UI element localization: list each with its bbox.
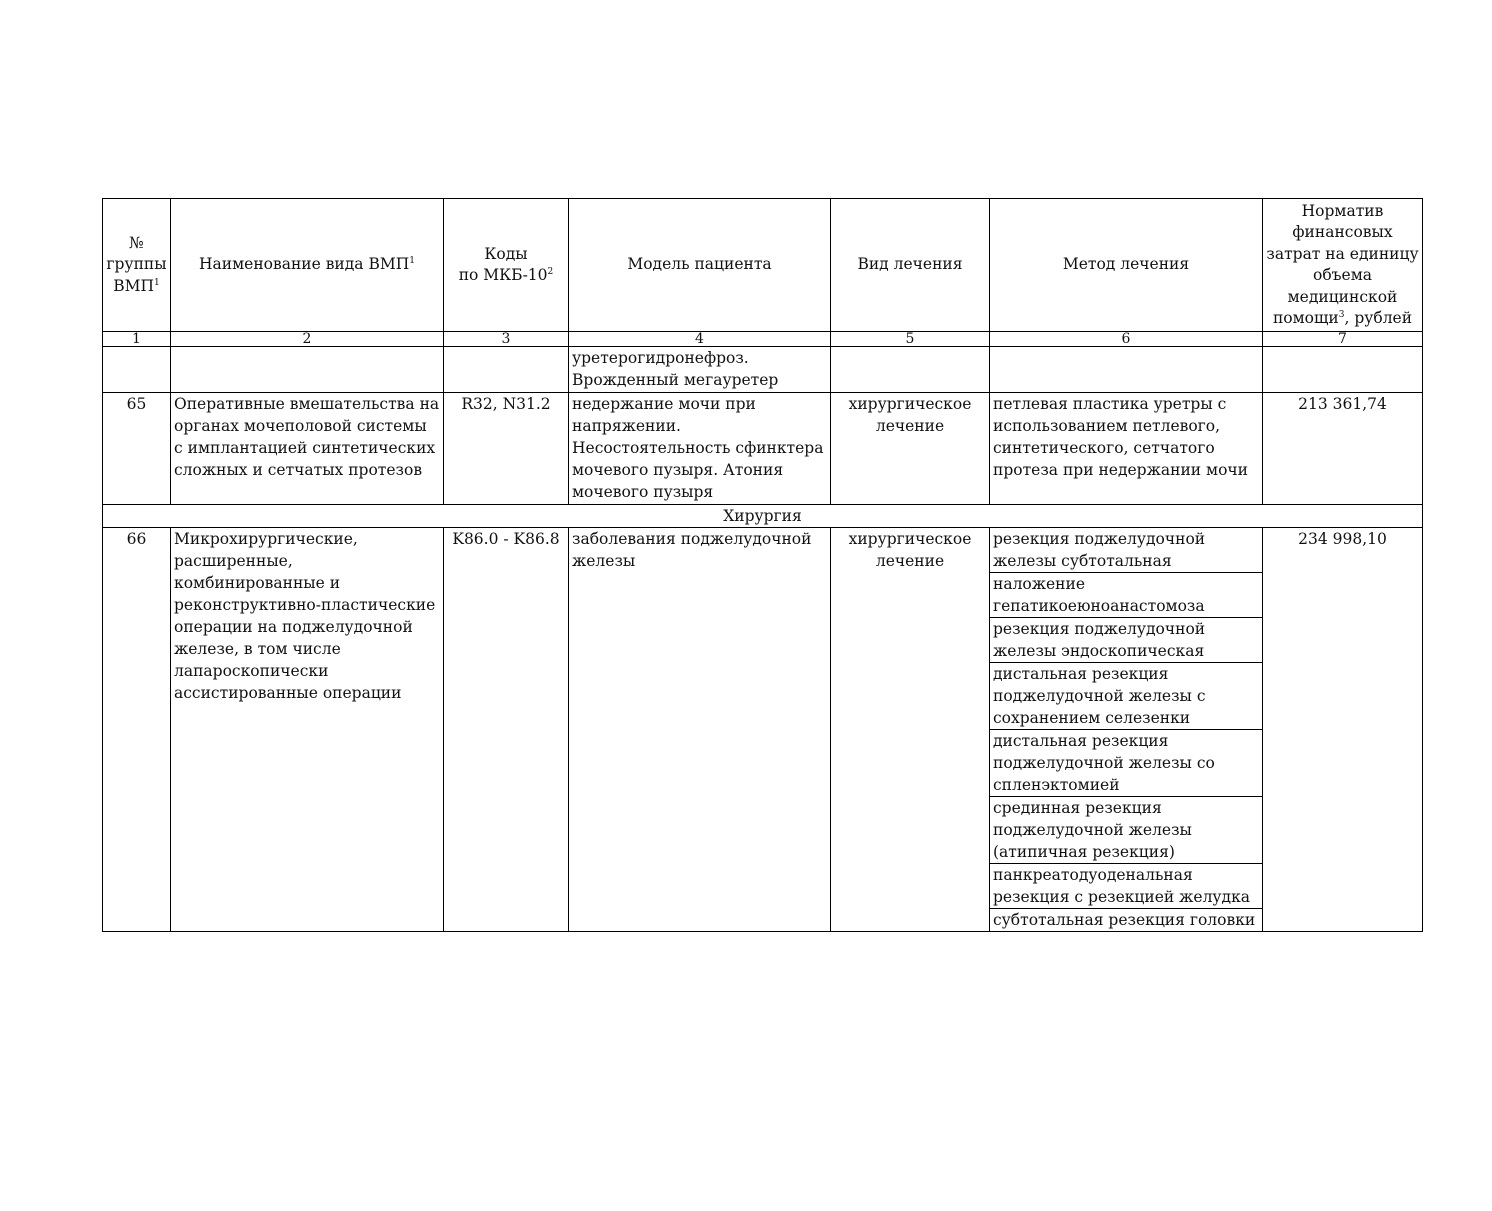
table-row-65 [103,393,1423,505]
header-treatment-method: Метод лечения [990,199,1263,332]
header-cost-norm: Норматив финансовых затрат на единицу объема медицинской помощи$^3$, рублей [1263,199,1423,332]
column-number: 2 [171,332,444,347]
patient-model: заболевания поджелудочной железы [569,528,831,932]
column-number: 5 [831,332,990,347]
treatment-method: дистальная резекция поджелудочной железы со спленэктомией [990,730,1262,797]
group-number: 65 [103,393,171,505]
cost-norm: 234 998,10 [1263,528,1423,932]
treatment-method: субтотальная резекция головки [993,911,1256,929]
cost-norm: 213 361,74 [1263,393,1423,505]
treatment-method: дистальная резекция поджелудочной железы с сохранением селезенки [990,663,1262,730]
header-group-number: № группы ВМП$^1$ [103,199,171,332]
group-number: 66 [103,528,171,932]
column-number: 7 [1263,332,1423,347]
patient-model: недержание мочи при напряжении. Несостоятельность сфинктера мочевого пузыря. Атония мочевого пузыря [569,393,831,505]
vmp-name: Микрохирургические, расширенные, комбинированные и реконструктивно-пластические операции на поджелудочной железе, в том числе лапароскопически ассистированные операции [171,528,444,932]
column-number-row [103,332,1423,347]
column-number: 6 [990,332,1263,347]
treatment-type: хирургическое лечение [831,528,990,932]
treatment-method: срединная резекция поджелудочной железы (атипичная резекция) [990,797,1262,864]
treatment-method: резекция поджелудочной железы субтотальная [990,528,1262,573]
header-vmp-name: Наименование вида ВМП$^1$ [171,199,444,332]
icd-codes: R32, N31.2 [444,393,569,505]
vmp-name: Оперативные вмешательства на органах мочеполовой системы с имплантацией синтетических сложных и сетчатых протезов [171,393,444,505]
treatment-method-list [990,528,1263,932]
treatment-method: резекция поджелудочной железы эндоскопическая [990,618,1262,663]
vmp-table [102,198,1423,932]
header-icd-codes: Коды по МКБ-$10^2$ [444,199,569,332]
column-number: 3 [444,332,569,347]
header-row [103,199,1423,332]
header-treatment-type: Вид лечения [831,199,990,332]
continuation-row [103,347,1423,393]
treatment-type: хирургическое лечение [831,393,990,505]
section-row [103,505,1423,528]
column-number: 1 [103,332,171,347]
table-row-66 [103,528,1423,932]
treatment-method: петлевая пластика уретры с использованием петлевого, синтетического, сетчатого протеза при недержании мочи [990,393,1263,505]
treatment-method: наложение гепатикоеюноанастомоза [990,573,1262,618]
icd-codes: K86.0 - K86.8 [444,528,569,932]
treatment-method: панкреатодуоденальная резекция с резекцией желудка [990,864,1262,909]
section-title: Хирургия [103,505,1423,528]
column-number: 4 [569,332,831,347]
header-patient-model: Модель пациента [569,199,831,332]
patient-model: уретерогидронефроз. Врожденный мегауретер [569,347,831,393]
